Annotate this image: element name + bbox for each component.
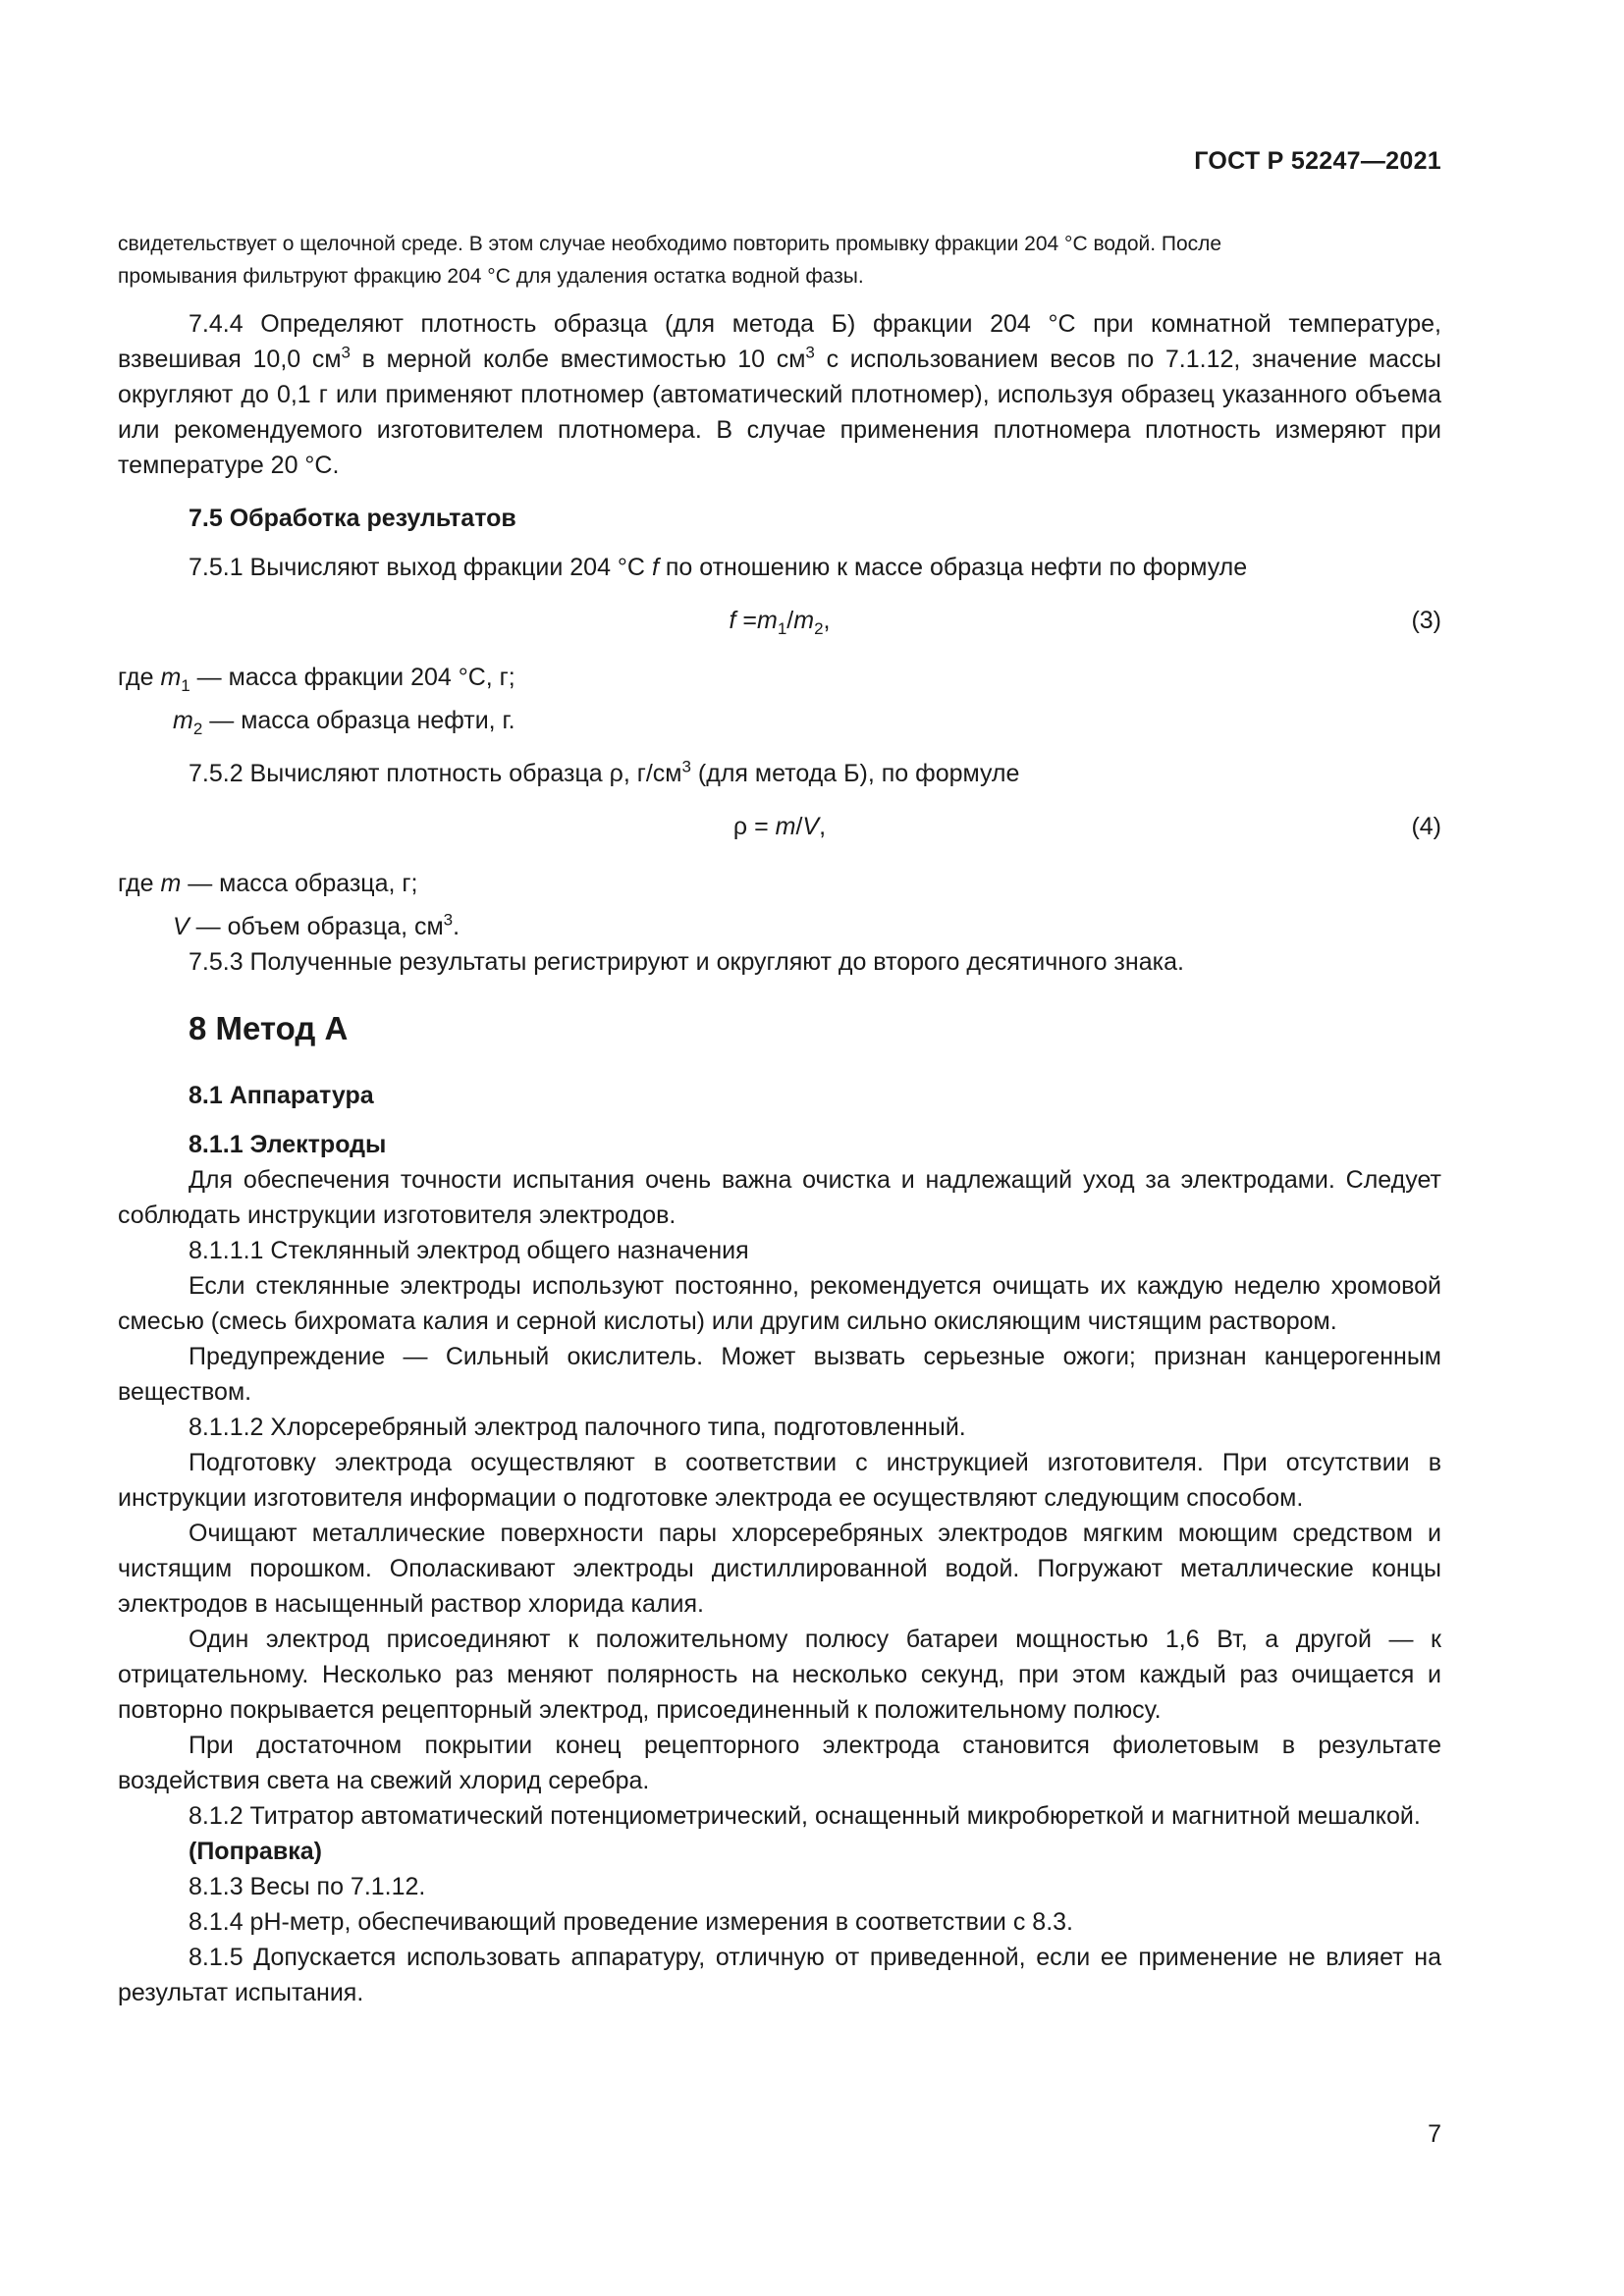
formula-4: [118, 809, 1441, 844]
paragraph-7-5-1: 7.5.1 Вычисляют выход фракции 204 °С f по отношению к массе образца нефти по формуле: [189, 554, 1248, 581]
section-heading-8-1: 8.1 Аппаратура: [189, 1082, 374, 1109]
paragraph-7-4-4: 7.4.4 Определяют плотность образца (для метода Б) фракции 204 °С при комнатной температуре, взвешивая 10,0 $см^3$ в мерной колбе вместимостью 10 $см^3$ с использованием весов по 7.1.12, значение массы округляют до 0,1 г или применяют плотномер (автоматический плотномер), используя образец указанного объема или рекомендуемого изготовителем плотномера. В случае применения плотномера плотность измеряют при температуре 20 °С.: [118, 310, 1441, 479]
where-4-m: где m — масса образца, г;: [118, 870, 418, 897]
chapter-heading-8: 8 Метод А: [189, 1010, 349, 1046]
paragraph-7-5-3: 7.5.3 Полученные результаты регистрируют и округляют до второго десятичного знака.: [189, 948, 1184, 976]
section-heading-7-5: 7.5 Обработка результатов: [189, 505, 516, 532]
page-number: 7: [1428, 2120, 1441, 2148]
paragraph-warning: Предупреждение — Сильный окислитель. Может вызвать серьезные ожоги; признан канцерогенным веществом.: [118, 1343, 1441, 1406]
where-3-m1: где $m_1$ — масса фракции 204 °С, г;: [118, 664, 515, 695]
paragraph-8-1-3: 8.1.3 Весы по 7.1.12.: [189, 1873, 426, 1900]
paragraph-8-1-1-2-b: Очищают металлические поверхности пары хлорсеребряных электродов мягким моющим средством и чистящим порошком. Ополаскивают электроды дистиллированной водой. Погружают металлические концы электродов в насыщенный раствор хлорида калия.: [118, 1520, 1441, 1618]
paragraph-8-1-4: 8.1.4 pH-метр, обеспечивающий проведение измерения в соответствии с 8.3.: [189, 1908, 1073, 1936]
paragraph-intro-line-2: промывания фильтруют фракцию 204 °С для удаления остатка водной фазы.: [118, 265, 864, 288]
paragraph-8-1-5: 8.1.5 Допускается использовать аппаратуру, отличную от приведенной, если ее применение не влияет на результат испытания.: [118, 1944, 1441, 2006]
paragraph-8-1-2: 8.1.2 Титратор автоматический потенциометрический, оснащенный микробюреткой и магнитной мешалкой.: [189, 1802, 1421, 1830]
paragraph-7-5-2: 7.5.2 Вычисляют плотность образца ρ, $г/см^3$ (для метода Б), по формуле: [189, 757, 1020, 787]
paragraph-8-1-1-2-a: Подготовку электрода осуществляют в соответствии с инструкцией изготовителя. При отсутствии в инструкции изготовителя информации о подготовке электрода ее осуществляют следующим способом.: [118, 1449, 1441, 1512]
formula-4-number: (4): [1411, 813, 1441, 840]
paragraph-amendment: (Поправка): [189, 1838, 322, 1865]
paragraph-8-1-1-2: 8.1.1.2 Хлорсеребряный электрод палочного типа, подготовленный.: [189, 1414, 966, 1441]
document-page: [118, 0, 1441, 2296]
paragraph-8-1-1-2-d: При достаточном покрытии конец рецепторного электрода становится фиолетовым в результате воздействия света на свежий хлорид серебра.: [118, 1732, 1441, 1794]
section-heading-8-1-1: 8.1.1 Электроды: [189, 1131, 387, 1158]
standard-header: ГОСТ Р 52247—2021: [1194, 147, 1441, 175]
paragraph-intro-line-1: свидетельствует о щелочной среде. В этом случае необходимо повторить промывку фракции 204 °С водой. После: [118, 233, 1222, 255]
formula-3-number: (3): [1411, 607, 1441, 634]
formula-4-expression: ρ = m/V,: [732, 813, 827, 840]
formula-3-expression: $f =m_1/m_2$,: [729, 607, 831, 638]
where-3-m2: $m_2$ — масса образца нефти, г.: [173, 707, 515, 738]
formula-3: [118, 603, 1441, 638]
paragraph-8-1-1-1: 8.1.1.1 Стеклянный электрод общего назначения: [189, 1237, 749, 1264]
paragraph-8-1-1-1-text: Если стеклянные электроды используют постоянно, рекомендуется очищать их каждую неделю хромовой смесью (смесь бихромата калия и серной кислоты) или другим сильно окисляющим чистящим раствором.: [118, 1272, 1441, 1335]
paragraph-8-1-1: Для обеспечения точности испытания очень важна очистка и надлежащий уход за электродами. Следует соблюдать инструкции изготовителя электродов.: [118, 1166, 1441, 1229]
where-4-v: V — объем образца, $см^3$.: [173, 910, 460, 940]
document-body: [118, 228, 1441, 2010]
paragraph-8-1-1-2-c: Один электрод присоединяют к положительному полюсу батареи мощностью 1,6 Вт, а другой — к отрицательному. Несколько раз меняют полярность на несколько секунд, при этом каждый раз очищается и повторно покрывается рецепторный электрод, присоединенный к положительному полюсу.: [118, 1626, 1441, 1724]
